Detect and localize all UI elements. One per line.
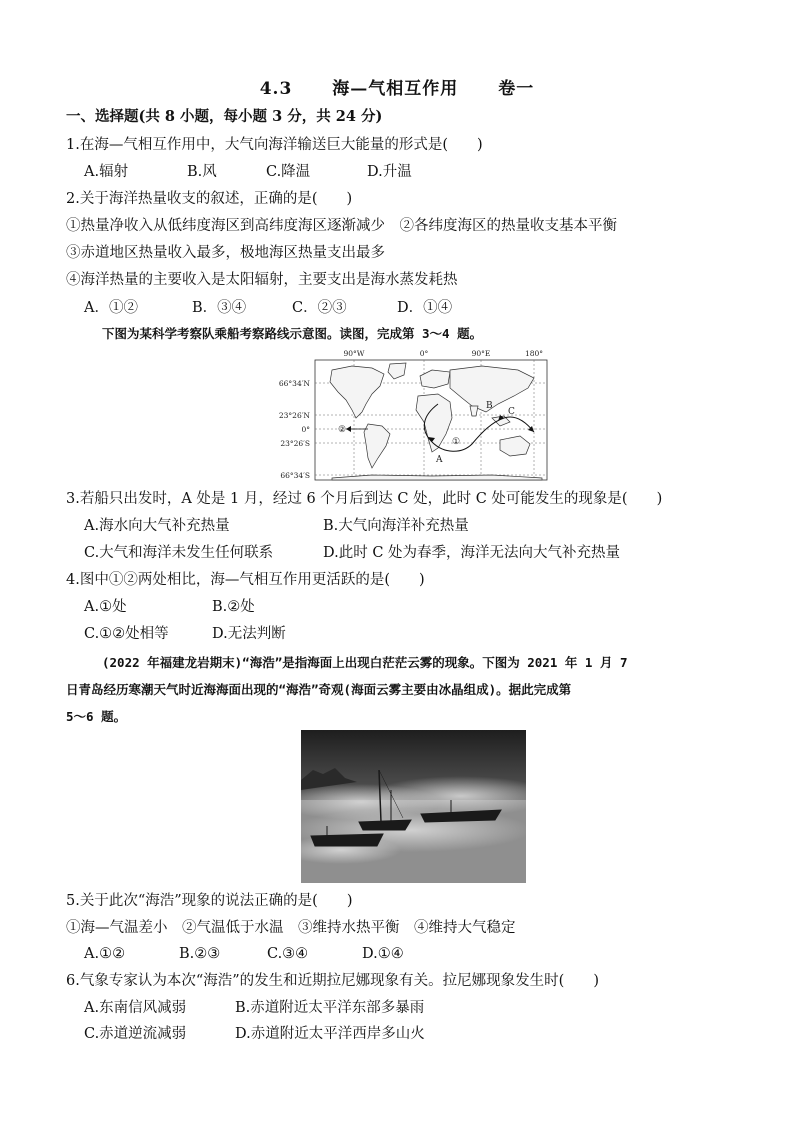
q5-statements: ①海—气温差小 ②气温低于水温 ③维持水热平衡 ④维持大气稳定 — [66, 920, 516, 936]
q6-option-c: C.赤道逆流减弱 — [84, 1026, 187, 1042]
q3-stem: 3.若船只出发时，A 处是 1 月，经过 6 个月后到达 C 处，此时 C 处可能发生的现象是( ) — [66, 491, 663, 507]
route-map — [272, 348, 554, 484]
intro-q5-6-line-2: 日青岛经历寒潮天气时近海海面出现的“海浩”奇观(海面云雾主要由冰晶组成)。据此完成第 — [66, 682, 572, 697]
q6-option-b: B.赤道附近太平洋东部多暴雨 — [235, 1000, 425, 1016]
q2-option-b: B．③④ — [192, 300, 247, 316]
map-label-23s: 23°26′S — [280, 439, 310, 448]
map-marker-c: C — [508, 407, 515, 417]
map-marker-b: B — [486, 401, 493, 411]
intro-q5-6-line-1: (2022 年福建龙岩期末)“海浩”是指海面上出现白茫茫云雾的现象。下图为 2021 年 1 月 7 — [102, 655, 628, 670]
q2-option-c: C．②③ — [292, 300, 347, 316]
q3-option-b: B.大气向海洋补充热量 — [323, 518, 469, 534]
q1-stem: 1.在海—气相互作用中，大气向海洋输送巨大能量的形式是( ) — [66, 137, 483, 153]
map-marker-two: ② — [338, 425, 347, 435]
q2-options — [84, 298, 452, 318]
map-label-90w: 90°W — [343, 349, 365, 358]
q2-stem: 2.关于海洋热量收支的叙述，正确的是( ) — [66, 191, 353, 207]
q3-option-c: C.大气和海洋未发生任何联系 — [84, 545, 274, 561]
q4-option-c: C.①②处相等 — [84, 626, 169, 642]
q2-statement-3: ④海洋热量的主要收入是太阳辐射，主要支出是海水蒸发耗热 — [66, 272, 458, 288]
map-label-90e: 90°E — [471, 349, 491, 358]
q3-option-a: A.海水向大气补充热量 — [84, 518, 230, 534]
q3-option-d: D.此时 C 处为春季，海洋无法向大气补充热量 — [323, 545, 621, 561]
q2-statement-2: ③赤道地区热量收入最多，极地海区热量支出最多 — [66, 245, 385, 261]
sea-smoke-photo — [301, 730, 526, 883]
q6-option-a: A.东南信风减弱 — [84, 1000, 187, 1016]
q1-option-c: C.降温 — [266, 164, 311, 180]
q1-option-b: B.风 — [187, 164, 217, 180]
q4-option-b: B.②处 — [212, 599, 255, 615]
map-label-66s: 66°34′S — [280, 471, 310, 480]
q5-option-d: D.①④ — [362, 946, 404, 962]
q4-option-a: A.①处 — [84, 599, 127, 615]
q5-option-b: B.②③ — [179, 946, 221, 962]
q1-option-d: D.升温 — [367, 164, 412, 180]
section-heading: 一、选择题(共 8 小题，每小题 3 分，共 24 分) — [66, 108, 383, 125]
q6-stem: 6.气象专家认为本次“海浩”的发生和近期拉尼娜现象有关。拉尼娜现象发生时( ) — [66, 973, 599, 989]
q1-options — [84, 162, 412, 182]
map-label-23n: 23°26′N — [278, 411, 310, 420]
q2-option-a: A．①② — [84, 300, 138, 316]
q5-stem: 5.关于此次“海浩”现象的说法正确的是( ) — [66, 893, 353, 909]
map-label-180: 180° — [524, 349, 544, 358]
q2-statement-1: ①热量净收入从低纬度海区到高纬度海区逐渐减少 ②各纬度海区的热量收支基本平衡 — [66, 218, 617, 234]
title-name: 海—气相互作用 — [332, 79, 459, 99]
map-marker-one: ① — [452, 437, 461, 447]
map-label-0: 0° — [419, 349, 429, 358]
q5-options — [84, 944, 404, 964]
title-number: 4.3 — [259, 79, 293, 99]
q5-option-c: C.③④ — [267, 946, 309, 962]
q5-option-a: A.①② — [84, 946, 126, 962]
map-marker-a: A — [436, 455, 443, 465]
q2-option-d: D．①④ — [397, 300, 453, 316]
q4-stem: 4.图中①②两处相比，海—气相互作用更活跃的是( ) — [66, 572, 425, 588]
map-label-eq: 0° — [301, 425, 310, 434]
q4-option-d: D.无法判断 — [212, 626, 286, 642]
q6-option-d: D.赤道附近太平洋西岸多山火 — [235, 1026, 425, 1042]
intro-q5-6-line-3: 5～6 题。 — [66, 709, 127, 724]
title-volume: 卷一 — [498, 79, 535, 99]
q1-option-a: A.辐射 — [84, 164, 129, 180]
page-title — [0, 74, 794, 99]
map-label-66n: 66°34′N — [278, 379, 310, 388]
intro-q3-4: 下图为某科学考察队乘船考察路线示意图。读图，完成第 3～4 题。 — [102, 326, 483, 341]
